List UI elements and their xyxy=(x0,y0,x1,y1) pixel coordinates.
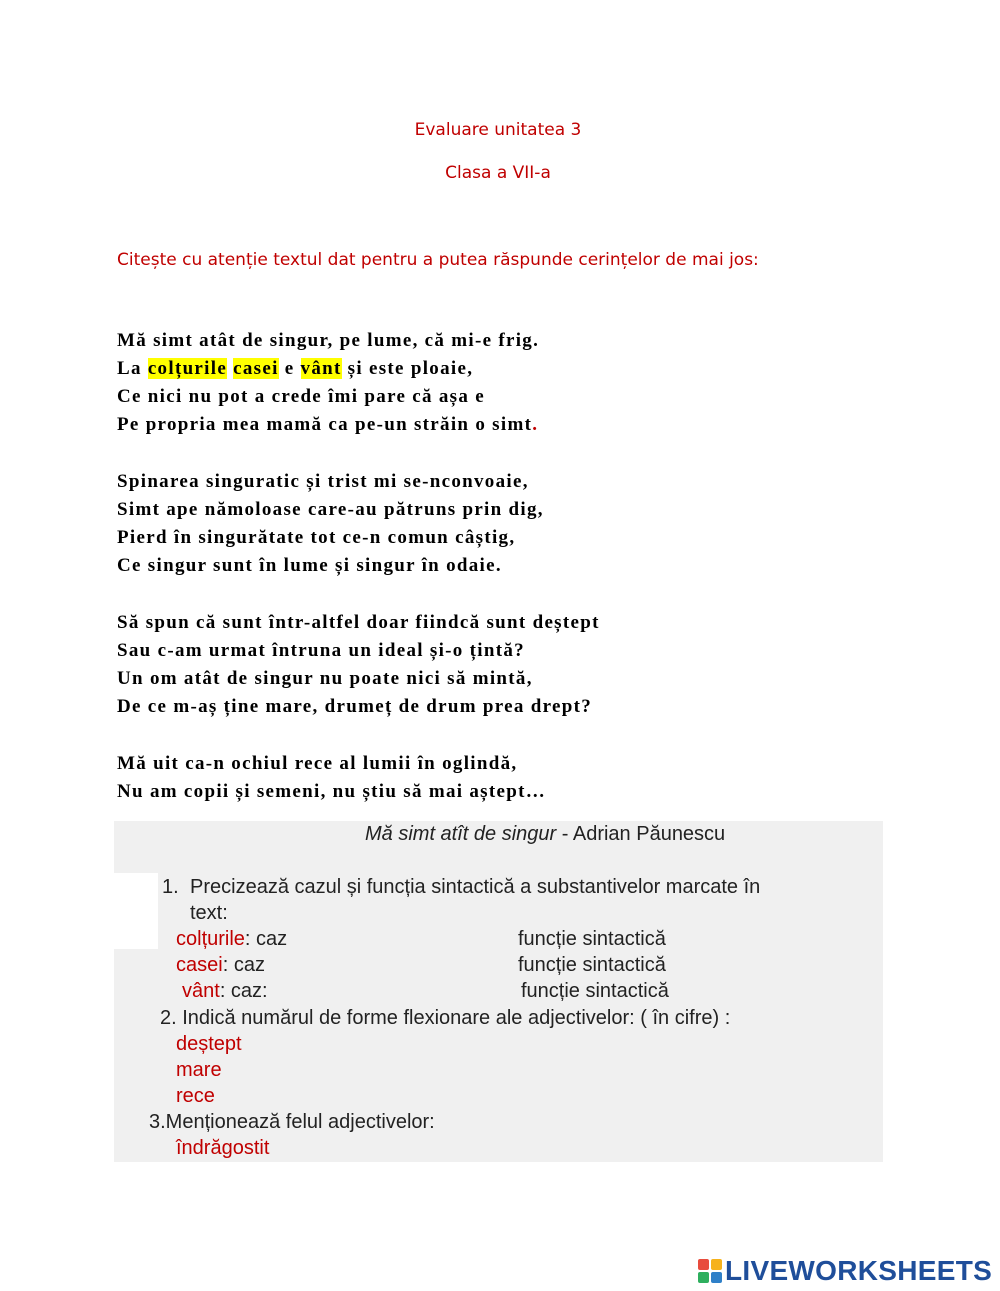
adjective-destept: deștept xyxy=(176,1033,242,1055)
answer-word-colturile: colțurile xyxy=(176,928,245,950)
poem-line: Sau c-am urmat întruna un ideal și-o țintă? xyxy=(117,640,525,661)
caz-label: : caz: xyxy=(219,980,268,1002)
functie-label: funcție sintactică xyxy=(521,980,669,1002)
q1-row-casei xyxy=(176,954,265,977)
poem-line: Pierd în singurătate tot ce-n comun câștig, xyxy=(117,527,516,548)
poem-text: și este ploaie, xyxy=(341,358,474,379)
source-title: Mă simt atît de singur xyxy=(365,823,557,845)
poem-line: Mă uit ca-n ochiul rece al lumii în oglindă, xyxy=(117,753,518,774)
highlighted-word-colturile: colțurile xyxy=(147,358,228,379)
poem-line xyxy=(117,355,600,383)
red-period: . xyxy=(532,414,539,435)
logo-text: LIVEWORKSHEETS xyxy=(725,1255,993,1286)
source-author: - Adrian Păunescu xyxy=(556,823,726,845)
poem-line: Nu am copii și semeni, nu știu să mai aștept… xyxy=(117,781,547,802)
page-subtitle: Clasa a VII-a xyxy=(445,163,551,183)
q1-row-colturile xyxy=(176,928,287,951)
question-1-text: Precizează cazul și funcția sintactică a substantivelor marcate în xyxy=(190,876,761,898)
question-2-text: 2. Indică numărul de forme flexionare ale adjectivelor: ( în cifre) : xyxy=(160,1007,731,1029)
caz-label: : caz xyxy=(222,954,265,976)
logo-icon xyxy=(698,1259,722,1283)
page-title: Evaluare unitatea 3 xyxy=(414,120,582,140)
highlighted-word-casei: casei xyxy=(233,358,279,379)
poem-line: Ce singur sunt în lume și singur în odaie. xyxy=(117,555,502,576)
functie-label: funcție sintactică xyxy=(518,928,666,950)
answer-word-vant: vânt xyxy=(182,980,220,1002)
liveworksheets-logo xyxy=(698,1257,992,1285)
highlighted-word-vant: vânt xyxy=(300,358,342,379)
q1-row-vant xyxy=(182,980,268,1003)
poem xyxy=(117,327,600,806)
adjective-mare: mare xyxy=(176,1059,222,1081)
exercise-panel xyxy=(114,821,883,1162)
poem-text: La xyxy=(117,358,148,379)
instruction-text: Citește cu atenție textul dat pentru a putea răspunde cerințelor de mai jos: xyxy=(117,250,759,270)
poem-text: e xyxy=(278,358,301,379)
poem-line: Ce nici nu pot a crede îmi pare că așa e xyxy=(117,386,485,407)
functie-label: funcție sintactică xyxy=(518,954,666,976)
source-line xyxy=(365,823,725,846)
adjective-indragostit: îndrăgostit xyxy=(176,1137,270,1159)
answer-word-casei: casei xyxy=(176,954,223,976)
question-1-text-cont: text: xyxy=(190,902,228,924)
question-3-text: 3.Menționează felul adjectivelor: xyxy=(149,1111,435,1133)
poem-text: Pe propria mea mamă ca pe-un străin o simt xyxy=(117,414,533,435)
poem-line: Simt ape nămoloase care-au pătruns prin dig, xyxy=(117,499,544,520)
question-1-number: 1. xyxy=(162,876,179,898)
poem-line: Un om atât de singur nu poate nici să mintă, xyxy=(117,668,533,689)
poem-line: Spinarea singuratic și trist mi se-nconvoaie, xyxy=(117,471,529,492)
caz-label: : caz xyxy=(244,928,288,950)
poem-line: Să spun că sunt într-altfel doar fiindcă sunt deștept xyxy=(117,612,600,633)
poem-line xyxy=(117,411,600,439)
poem-line: De ce m-aș ține mare, drumeț de drum prea drept? xyxy=(117,696,593,717)
adjective-rece: rece xyxy=(176,1085,215,1107)
poem-line: Mă simt atât de singur, pe lume, că mi-e frig. xyxy=(117,330,540,351)
